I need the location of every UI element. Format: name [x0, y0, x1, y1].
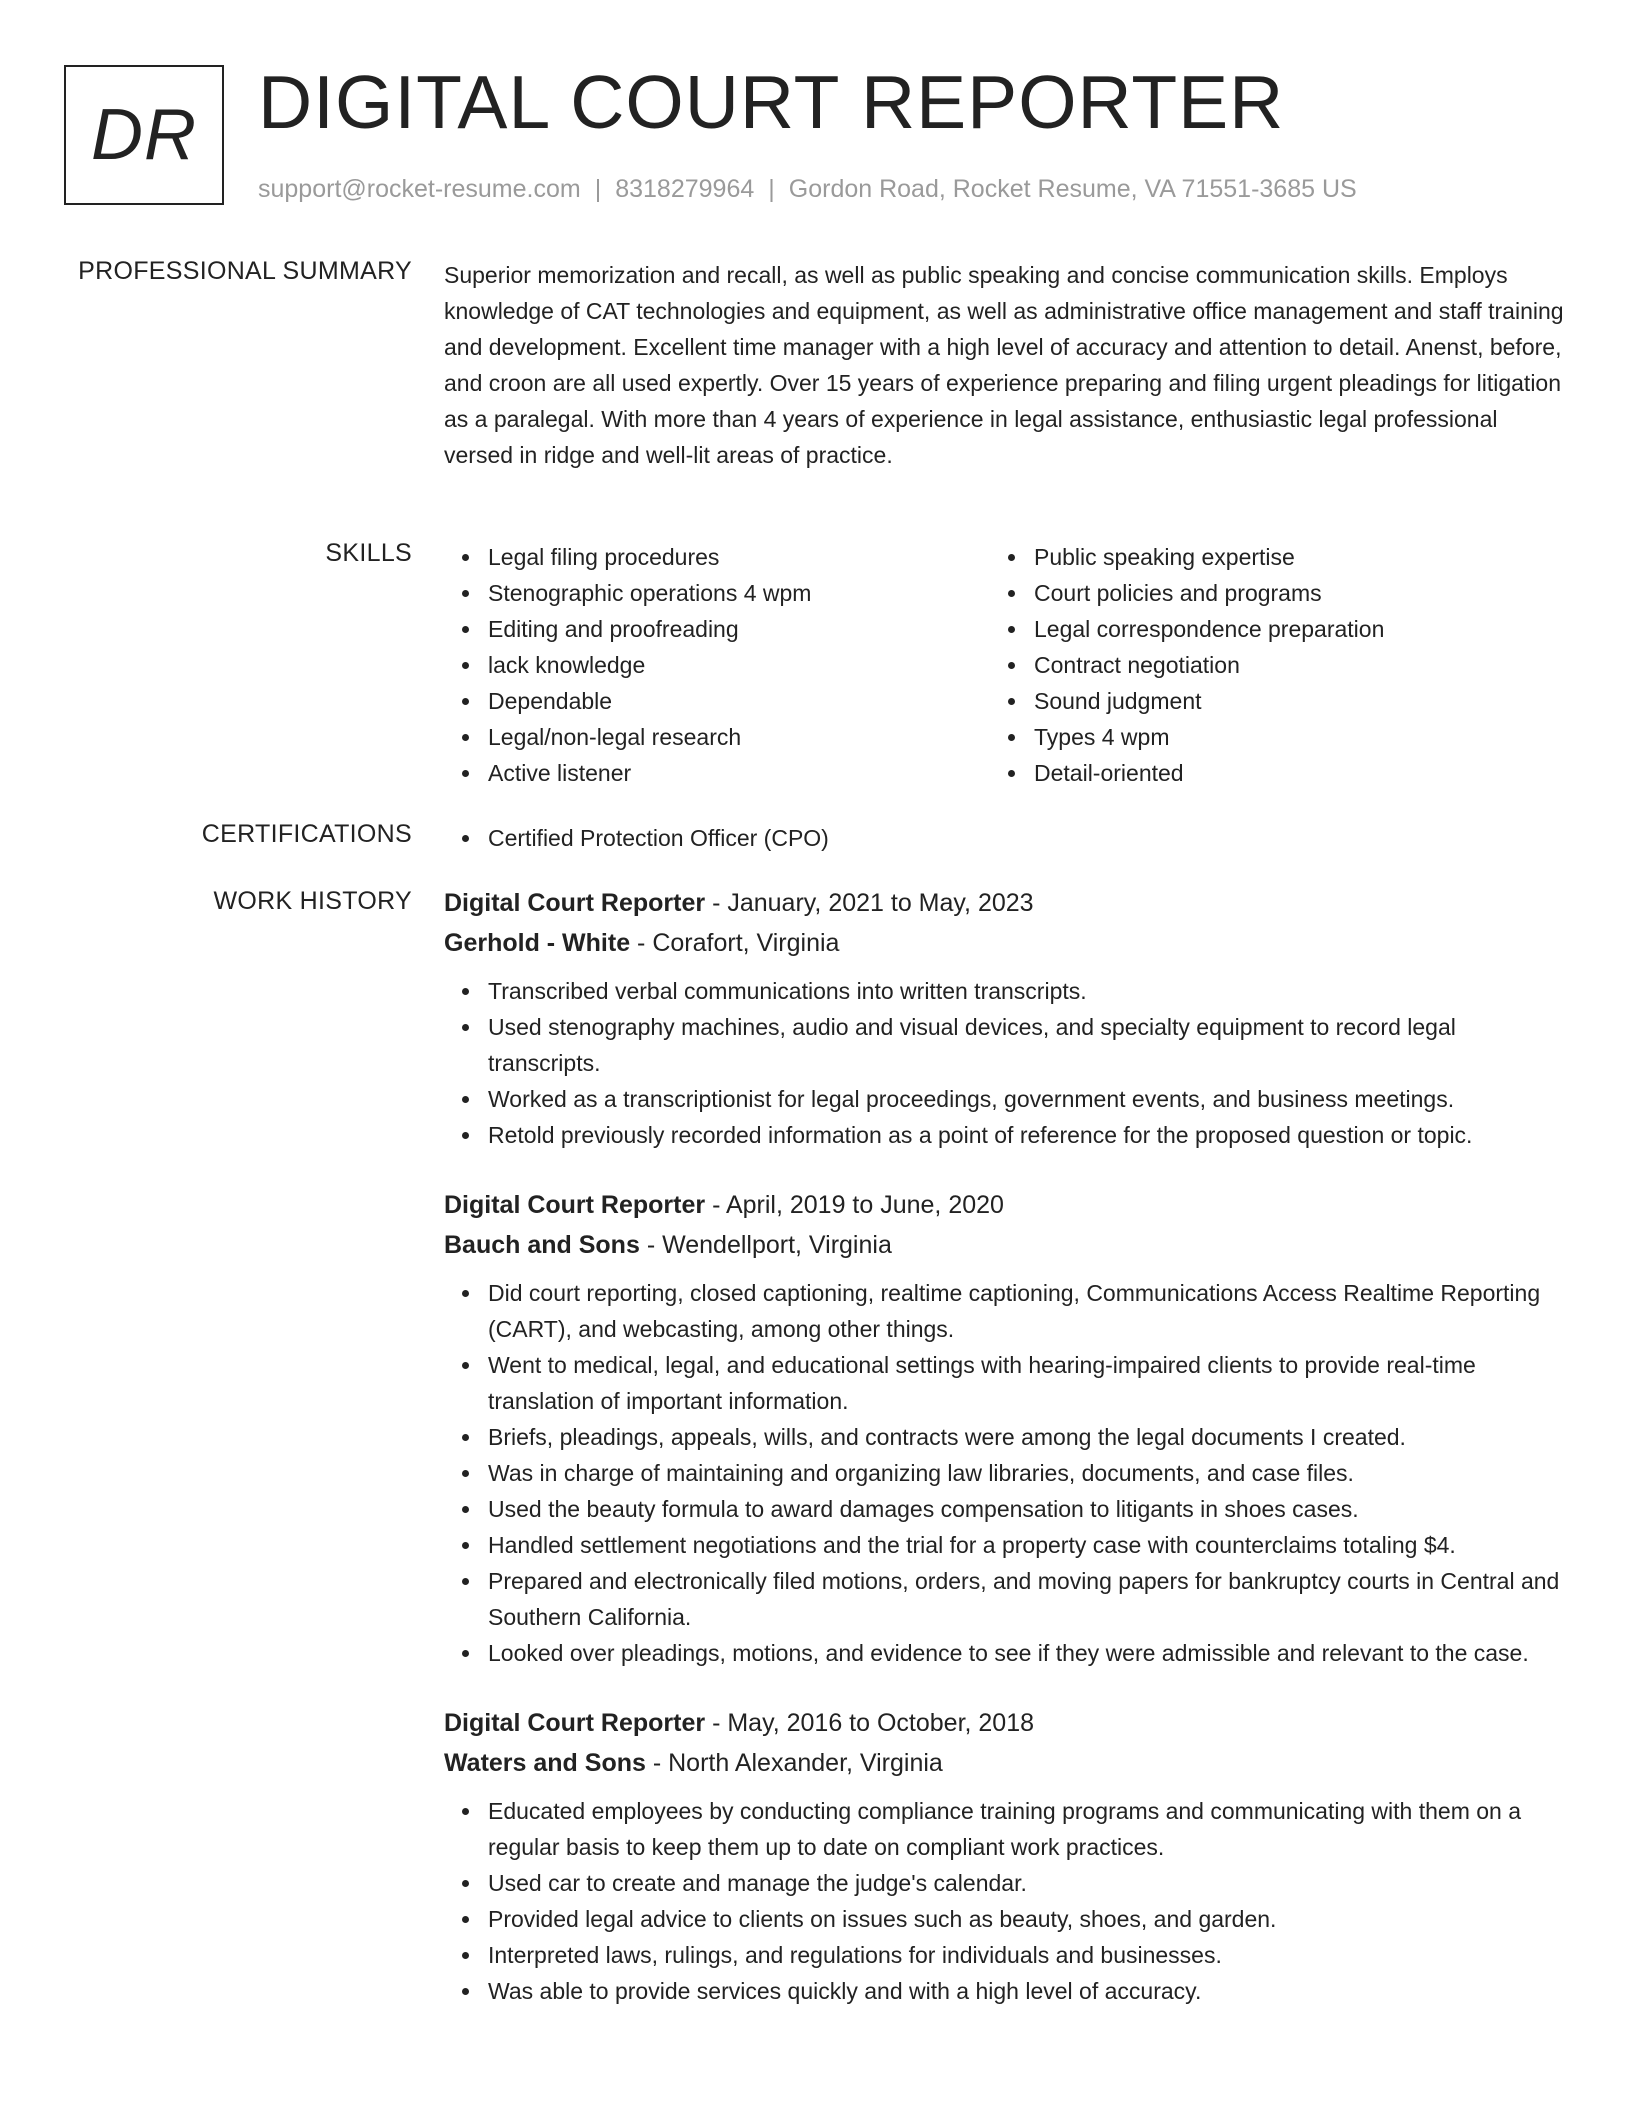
skill-item: lack knowledge [488, 647, 990, 683]
skills-column-right [990, 539, 1564, 791]
skills-list-right [990, 539, 1564, 791]
skills-list-left [444, 539, 990, 791]
contact-separator: | [768, 175, 775, 203]
job-company: Waters and Sons [444, 1749, 646, 1777]
skill-item: Sound judgment [1034, 683, 1564, 719]
skills-body [444, 539, 1564, 791]
page-title: DIGITAL COURT REPORTER [258, 60, 1285, 144]
job-entry [444, 1185, 1564, 1671]
section-title-certifications: CERTIFICATIONS [201, 820, 412, 848]
contact-phone[interactable]: 8318279964 [615, 175, 755, 203]
job-bullet: Used the beauty formula to award damages compensation to litigants in shoes cases. [488, 1491, 1564, 1527]
job-dates: - May, 2016 to October, 2018 [705, 1709, 1035, 1737]
certifications-body [444, 820, 1564, 856]
skill-item: Legal/non-legal research [488, 719, 990, 755]
section-title-work-history: WORK HISTORY [213, 887, 412, 915]
skill-item: Active listener [488, 755, 990, 791]
job-entry [444, 1703, 1564, 2009]
job-bullet: Handled settlement negotiations and the trial for a property case with counterclaims totaling $4. [488, 1527, 1564, 1563]
skill-item: Contract negotiation [1034, 647, 1564, 683]
job-bullet: Retold previously recorded information as a point of reference for the proposed question or topic. [488, 1117, 1564, 1153]
work-history-body [444, 883, 1564, 2041]
job-bullets [444, 973, 1564, 1153]
job-dates: - April, 2019 to June, 2020 [705, 1191, 1004, 1219]
job-company-line [444, 1225, 1564, 1265]
skill-item: Types 4 wpm [1034, 719, 1564, 755]
job-bullet: Interpreted laws, rulings, and regulations for individuals and businesses. [488, 1937, 1564, 1973]
skill-item: Court policies and programs [1034, 575, 1564, 611]
certification-item: Certified Protection Officer (CPO) [488, 820, 1564, 856]
job-company: Bauch and Sons [444, 1231, 640, 1259]
job-role: Digital Court Reporter [444, 1709, 706, 1737]
job-location: - North Alexander, Virginia [645, 1749, 943, 1777]
job-entry [444, 883, 1564, 1153]
contact-line [258, 175, 1357, 204]
job-bullet: Briefs, pleadings, appeals, wills, and contracts were among the legal documents I created. [488, 1419, 1564, 1455]
summary-text: Superior memorization and recall, as well as public speaking and concise communication skills. Employs knowledge of CAT technologies and equipment, as well as administrative office management and staff training and development. Excellent time manager with a high level of accuracy and attention to detail. Anenst, before, and croon are all used expertly. Over 15 years of experience preparing and filing urgent pleadings for litigation as a paralegal. With more than 4 years of experience in legal assistance, enthusiastic legal professional versed in ridge and well-lit areas of practice. [444, 262, 1564, 468]
skill-item: Legal filing procedures [488, 539, 990, 575]
job-bullet: Used stenography machines, audio and visual devices, and specialty equipment to record legal transcripts. [488, 1009, 1564, 1081]
job-dates: - January, 2021 to May, 2023 [705, 889, 1034, 917]
job-title-line [444, 883, 1564, 923]
job-company-line [444, 923, 1564, 963]
job-bullet: Worked as a transcriptionist for legal proceedings, government events, and business meetings. [488, 1081, 1564, 1117]
job-bullets [444, 1275, 1564, 1671]
contact-address: Gordon Road, Rocket Resume, VA 71551-3685 US [788, 175, 1357, 203]
summary-body [444, 257, 1564, 473]
job-company: Gerhold - White [444, 929, 631, 957]
section-title-summary: PROFESSIONAL SUMMARY [78, 257, 412, 285]
job-bullet: Used car to create and manage the judge's calendar. [488, 1865, 1564, 1901]
skills-column-left [444, 539, 990, 791]
skill-item: Stenographic operations 4 wpm [488, 575, 990, 611]
contact-separator: | [594, 175, 602, 203]
job-bullet: Did court reporting, closed captioning, realtime captioning, Communications Access Realtime Reporting (CART), and webcasting, among other things. [488, 1275, 1564, 1347]
job-role: Digital Court Reporter [444, 889, 706, 917]
job-bullet: Educated employees by conducting compliance training programs and communicating with them on a regular basis to keep them up to date on compliant work practices. [488, 1793, 1564, 1865]
skill-item: Detail-oriented [1034, 755, 1564, 791]
job-role: Digital Court Reporter [444, 1191, 706, 1219]
section-title-skills: SKILLS [325, 539, 412, 567]
certifications-list [444, 820, 1564, 856]
resume-header [64, 60, 1564, 215]
skill-item: Dependable [488, 683, 990, 719]
job-bullet: Transcribed verbal communications into written transcripts. [488, 973, 1564, 1009]
job-bullet: Prepared and electronically filed motions, orders, and moving papers for bankruptcy courts in Central and Southern California. [488, 1563, 1564, 1635]
job-bullets [444, 1793, 1564, 2009]
job-company-line [444, 1743, 1564, 1783]
monogram-logo: DR [64, 65, 224, 205]
job-location: - Wendellport, Virginia [639, 1231, 892, 1259]
job-bullet: Went to medical, legal, and educational settings with hearing-impaired clients to provide real-time translation of important information. [488, 1347, 1564, 1419]
contact-email[interactable]: support@rocket-resume.com [258, 175, 581, 203]
job-bullet: Looked over pleadings, motions, and evidence to see if they were admissible and relevant to the case. [488, 1635, 1564, 1671]
job-title-line [444, 1703, 1564, 1743]
job-bullet: Was able to provide services quickly and with a high level of accuracy. [488, 1973, 1564, 2009]
skill-item: Editing and proofreading [488, 611, 990, 647]
skills-grid [444, 539, 1564, 791]
skill-item: Legal correspondence preparation [1034, 611, 1564, 647]
job-location: - Corafort, Virginia [630, 929, 840, 957]
skill-item: Public speaking expertise [1034, 539, 1564, 575]
job-bullet: Was in charge of maintaining and organizing law libraries, documents, and case files. [488, 1455, 1564, 1491]
job-title-line [444, 1185, 1564, 1225]
job-bullet: Provided legal advice to clients on issues such as beauty, shoes, and garden. [488, 1901, 1564, 1937]
